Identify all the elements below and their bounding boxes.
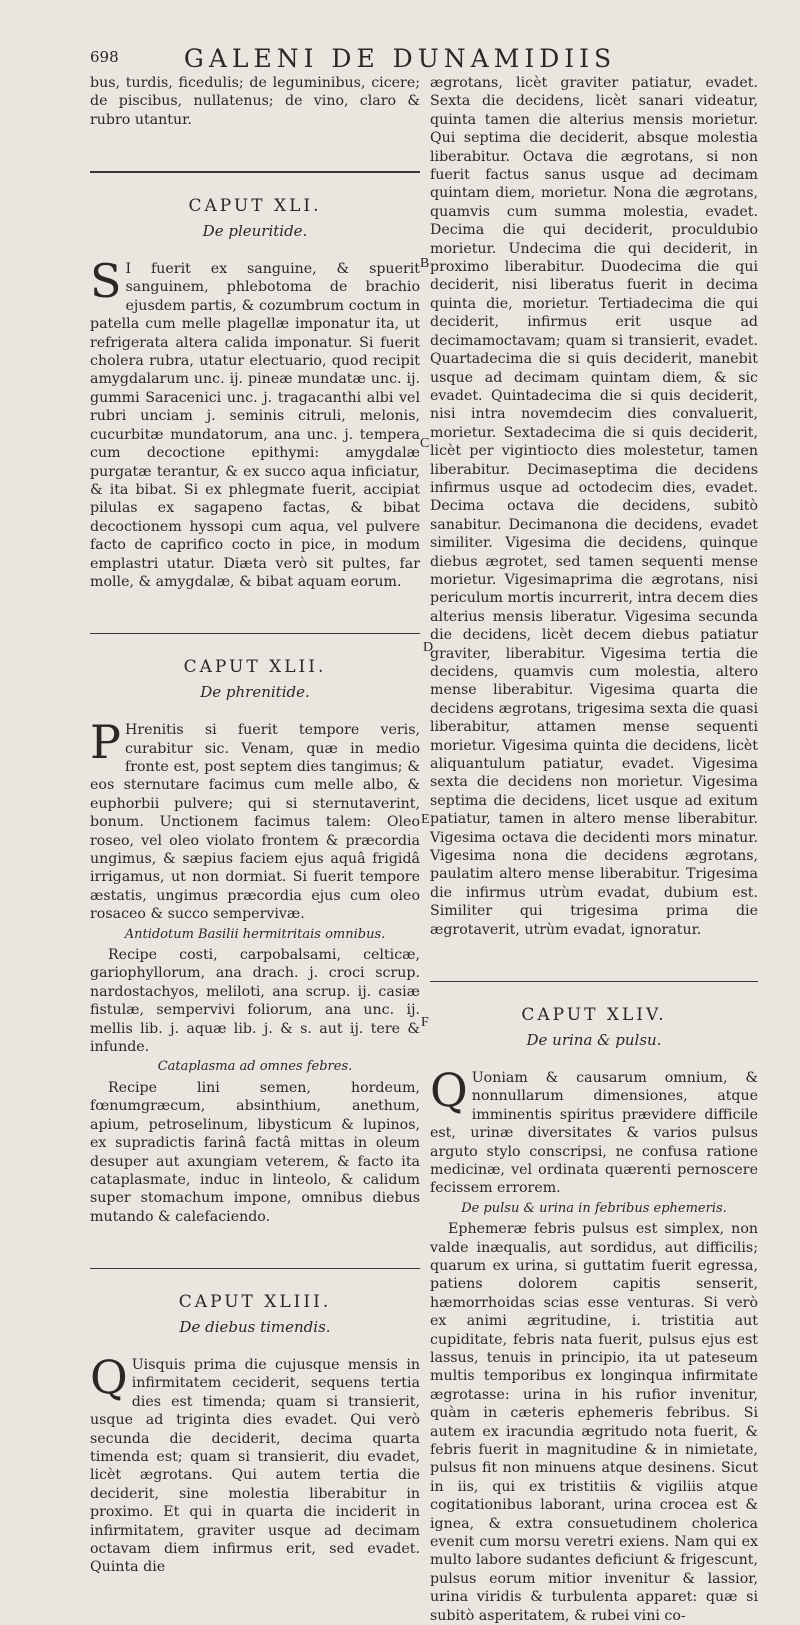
recipe-text: Recipe lini semen, hordeum, fœnumgræcum, absinthium, anethum, apium, petroselinum, libysticum & lupinos, ex supradictis farinâ factâ mittas in oleum desuper aut axungiam veterem, & facto ita cataplasmate, induc in linteolo, & calidum super stomachum impone, omnibus diebus mutando & calefaciendo. bbox=[90, 1079, 420, 1225]
drop-cap: Q bbox=[90, 1349, 128, 1404]
section-subheading: De pulsu & urina in febribus ephemeris. bbox=[461, 1200, 727, 1216]
continued-text: ægrotans, licèt graviter patiatur, evadet. Sexta die decidens, licèt sanari videatur, quinta tamen die alterius mensis morietur. Qui septima die deciderit, absque molestia liberabitur. Octava die ægrotans, si non fuerit factus sanus usque ad decimam quintam diem, morietur. Nona die ægrotans, quamvis cum summa molestia, evadet. Decima die qui deciderit, proculdubio morietur. Undecima die qui deciderit, in proximo liberabitur. Duodecima die qui deciderit, nisi liberatus fuerit in decima quinta die, morietur. Tertiadecima die qui deciderit, infirmus erit usque ad decimamoctavam; quam si transierit, evadet. Quartadecima die si quis deciderit, manebit usque ad decimam quintam diem, & sic evadet. Quintadecima die si quis deciderit, nisi intra novemdecim dies convaluerit, morietur. Sextadecima die si quis deciderit, licèt per vigintiocto dies molestetur, tamen liberabitur. Decimaseptima die decidens infirmus usque ad octodecim dies, evadet. Decima octava die decidens, subitò sanabitur. Decimanona die decidens, evadet similiter. Vigesima die decidens, quinque diebus ægrotet, sed tamen sequenti mense morietur. Vigesimaprima die ægrotans, nisi periculum mortis incurrerit, intra decem dies alterius mensis liberatur. Vigesima secunda die decidens, licèt decem diebus patiatur graviter, liberabitur. Vigesima tertia die decidens, quamvis cum molestia, altero mense liberabitur. Vigesima quarta die decidens ægrotans, trigesima sexta die quasi liberabitur, attamen mense sequenti morietur. Vigesima quinta die decidens, licèt aliquantulum patiatur, evadet. Vigesima sexta die decidens non morietur. Vigesima septima die decidens, licet usque ad exitum patiatur, tamen in altero mense liberabitur. Vigesima octava die decidenti mors minatur. Vigesima nona die decidens ægrotans, paulatim altero mense liberabitur. Trigesima die infirmus utrùm evadat, dubium est. Similiter qui trigesima prima die ægrotaverit, utrùm evadat, ignoratur. bbox=[430, 75, 758, 938]
section-divider bbox=[90, 633, 420, 634]
chapter-body bbox=[90, 1349, 420, 1577]
chapter-subtitle: De pleuritide. bbox=[202, 221, 308, 240]
chapter-heading: CAPUT XLI. bbox=[188, 196, 322, 217]
drop-cap: S bbox=[90, 254, 122, 309]
margin-letter-f: F bbox=[421, 1015, 429, 1030]
chapter-subtitle: De urina & pulsu. bbox=[526, 1030, 662, 1049]
recipe-heading: Cataplasma ad omnes febres. bbox=[157, 1059, 353, 1075]
chapter-text: Ephemeræ febris pulsus est simplex, non valde inæqualis, aut sordidus, aut difficilis; quarum ex urina, si guttatim fuerit egressa, patiens dolorem capitis senserit, hæmorrhoidas scias esse venturas. Si verò ex animi ægritudine, i. tristitia aut cupiditate, febris nata fuerit, pulsus ejus est lassus, tenuis in principio, ita ut pateseum multis temporibus ex longinqua infirmitate ægrotasse: urina in his rufior invenitur, quàm in cæteris ephemeris febribus. Si autem ex iracundia ægritudo nota fuerit, & febris fuerit in magnitudine & in nimietate, pulsus fit non minuens atque desinens. Sicut in iis, qui ex tristitiis & vigiliis atque cogitationibus laborant, urina crocea est & ignea, & extra consuetudinem cholerica evenit cum morsu veretri exiens. Nam qui ex multo labore sudantes deficiunt & frigescunt, pulsus eorum mitior invenitur & lassior, urina viridis & turbulenta apparet: quæ si subitò asperitatem, & rubei vini co- bbox=[430, 1221, 758, 1624]
margin-letter-d: D bbox=[423, 640, 434, 655]
chapter-subtitle: De phrenitide. bbox=[200, 682, 310, 701]
chapter-subtitle: De diebus timendis. bbox=[179, 1317, 331, 1336]
chapter-body bbox=[430, 1062, 758, 1198]
chapter-heading: CAPUT XLIII. bbox=[178, 1292, 332, 1313]
drop-cap: P bbox=[90, 715, 121, 770]
section-divider bbox=[90, 1268, 420, 1269]
margin-letter-e: E bbox=[421, 812, 430, 827]
chapter-heading: CAPUT XLIV. bbox=[521, 1005, 667, 1026]
chapter-text: Hrenitis si fuerit tempore veris, curabitur sic. Venam, quæ in medio fronte est, post septem dies tangimus; & eos sternutare facimus cum melle albo, & euphorbii pulvere; qui si sternutaverint, bonum. Unctionem facimus talem: Oleo roseo, vel oleo violato frontem & præcordia ungimus, & sæpius faciem ejus aquâ frigidâ irrigamus, ut non dormiat. Si fuerit tempore æstatis, ungimus præcordia ejus cum oleo rosaceo & succo sempervivæ. bbox=[90, 722, 420, 923]
section-divider bbox=[90, 171, 420, 173]
running-title: GALENI DE DUNAMIDIIS bbox=[183, 44, 617, 73]
right-column bbox=[430, 74, 758, 1625]
left-column bbox=[90, 74, 420, 1577]
chapter-text: Uisquis prima die cujusque mensis in infirmitatem ceciderit, sequens tertia dies est timenda; quam si transierit, usque ad triginta dies evadet. Qui verò secunda die deciderit, decima quarta timenda est; quam si transierit, diu evadet, licèt ægrotans. Qui autem tertia die deciderit, sine molestia liberabitur in proximo. Et qui in quarta die inciderit in infirmitatem, graviter usque ad decimam octavam diem infirmus erit, sed evadet. Quinta die bbox=[90, 1356, 420, 1576]
chapter-text: I fuerit ex sanguine, & spuerit sanguinem, phlebotoma de brachio ejusdem partis, & cozumbrum coctum in patella cum melle plagellæ imponatur ita, ut refrigerata altera calida imponatur. Si fuerit cholera rubra, utatur electuario, quod recipit amygdalarum unc. ij. pineæ mundatæ unc. ij. gummi Saracenici unc. j. tragacanthi albi vel rubri unciam j. seminis citruli, melonis, cucurbitæ mundatorum, ana unc. j. tempera cum decoctione epithymi: amygdalæ purgatæ terantur, & ex succo aqua inficiatur, & ita bibat. Si ex phlegmate fuerit, accipiat pilulas ex sagapeno factas, & bibat decoctionem hyssopi cum aqua, vel pulvere facto de caprifico cocto in pice, in modum emplastri utatur. Diæta verò sit pultes, far molle, & amygdalæ, & bibat aquam eorum. bbox=[90, 261, 420, 590]
chapter-text: Uoniam & causarum omnium, & nonnullarum dimensiones, atque imminentis spiritus prævidere difficile est, urinæ diversitates & varios pulsus arguto stylo conscripsi, ne confusa ratione medicinæ, vel ordinata quærenti pernoscere fecissem errorem. bbox=[430, 1069, 758, 1197]
chapter-body bbox=[90, 254, 420, 591]
recipe-heading: Antidotum Basilii hermitritais omnibus. bbox=[124, 926, 386, 942]
page-number: 698 bbox=[90, 48, 119, 66]
margin-letter-c: C bbox=[420, 436, 430, 451]
chapter-heading: CAPUT XLII. bbox=[183, 657, 327, 678]
chapter-body bbox=[90, 715, 420, 923]
continued-text: bus, turdis, ficedulis; de leguminibus, cicere; de piscibus, nullatenus; de vino, claro & rubro utantur. bbox=[90, 75, 420, 128]
section-divider bbox=[430, 981, 758, 982]
drop-cap: Q bbox=[430, 1062, 468, 1117]
recipe-text: Recipe costi, carpobalsami, celticæ, gariophyllorum, ana drach. j. croci scrup. nardostachyos, meliloti, ana scrup. ij. casiæ fistulæ, sempervivi foliorum, ana unc. ij. mellis lib. j. aquæ lib. j. & s. aut ij. tere & infunde. bbox=[90, 947, 420, 1056]
margin-letter-b: B bbox=[420, 256, 430, 271]
